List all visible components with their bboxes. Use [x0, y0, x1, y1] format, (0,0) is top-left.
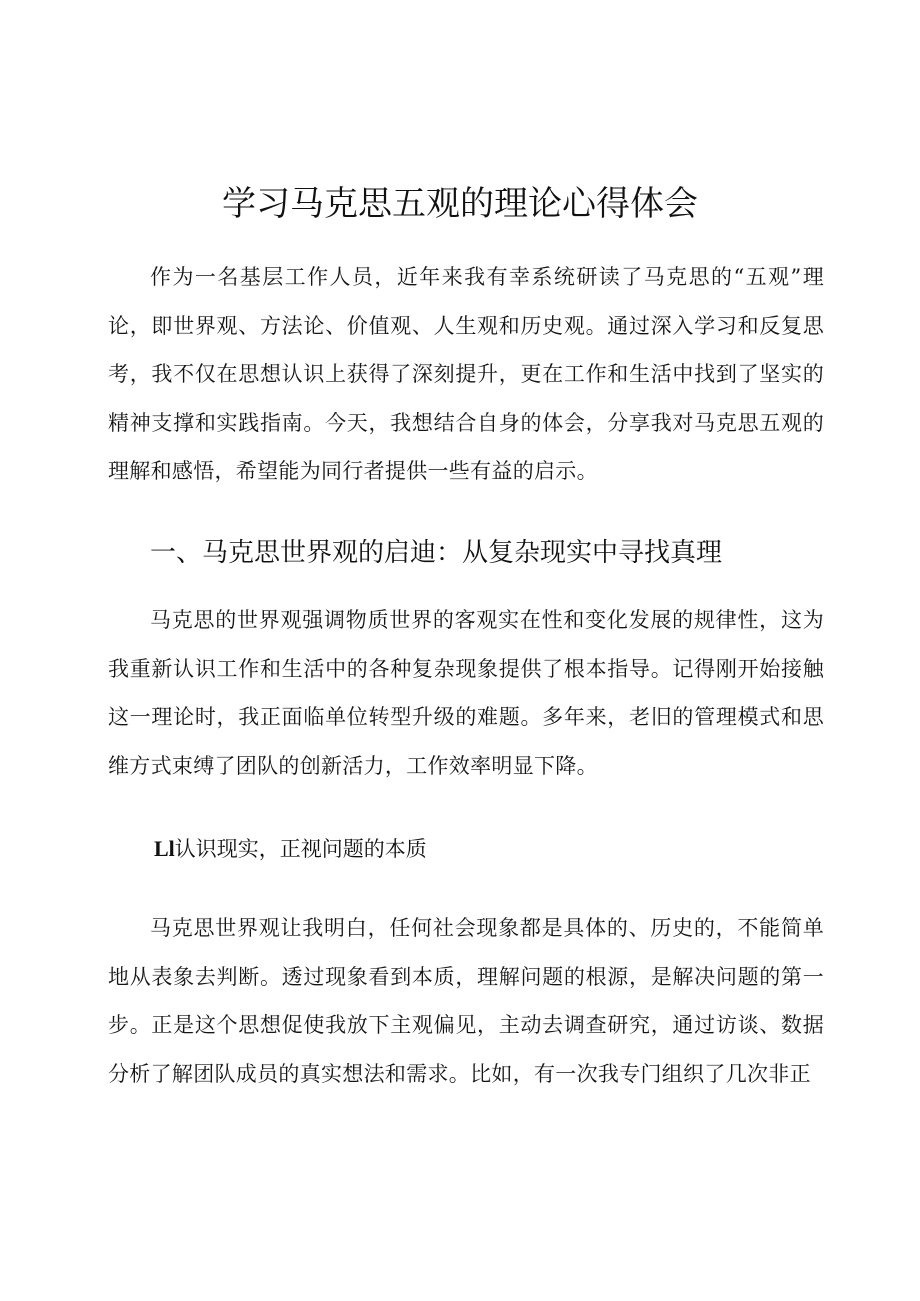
document-title: 学习马克思五观的理论心得体会 — [222, 184, 698, 224]
subsection-1-1-paragraph: 马克思世界观让我明白，任何社会现象都是具体的、历史的，不能简单地从表象去判断。透过现象看到本质，理解问题的根源，是解决问题的第一步。正是这个思想促使我放下主观偏见，主动去调查研究，通过访谈、数据分析了解团队成员的真实想法和需求。比如，有一次我专门组织了几次非正 — [108, 916, 824, 1086]
section-heading-1: 一、马克思世界观的启迪：从复杂现实中寻找真理 — [150, 538, 723, 568]
section-1-paragraph: 马克思的世界观强调物质世界的客观实在性和变化发展的规律性，这为我重新认识工作和生活中的各种复杂现象提供了根本指导。记得刚开始接触这一理论时，我正面临单位转型升级的难题。多年来，老旧的管理模式和思维方式束缚了团队的创新活力，工作效率明显下降。 — [108, 608, 824, 778]
intro-paragraph: 作为一名基层工作人员，近年来我有幸系统研读了马克思的“五观”理论，即世界观、方法论、价值观、人生观和历史观。通过深入学习和反复思考，我不仅在思想认识上获得了深刻提升，更在工作和生活中找到了坚实的精神支撑和实践指南。今天，我想结合自身的体会，分享我对马克思五观的理解和感悟，希望能为同行者提供一些有益的启示。 — [108, 265, 824, 483]
subsection-number: Ll — [154, 836, 175, 861]
subsection-heading-1-1 — [154, 829, 427, 869]
subsection-heading-text: 认识现实，正视问题的本质 — [174, 837, 427, 861]
